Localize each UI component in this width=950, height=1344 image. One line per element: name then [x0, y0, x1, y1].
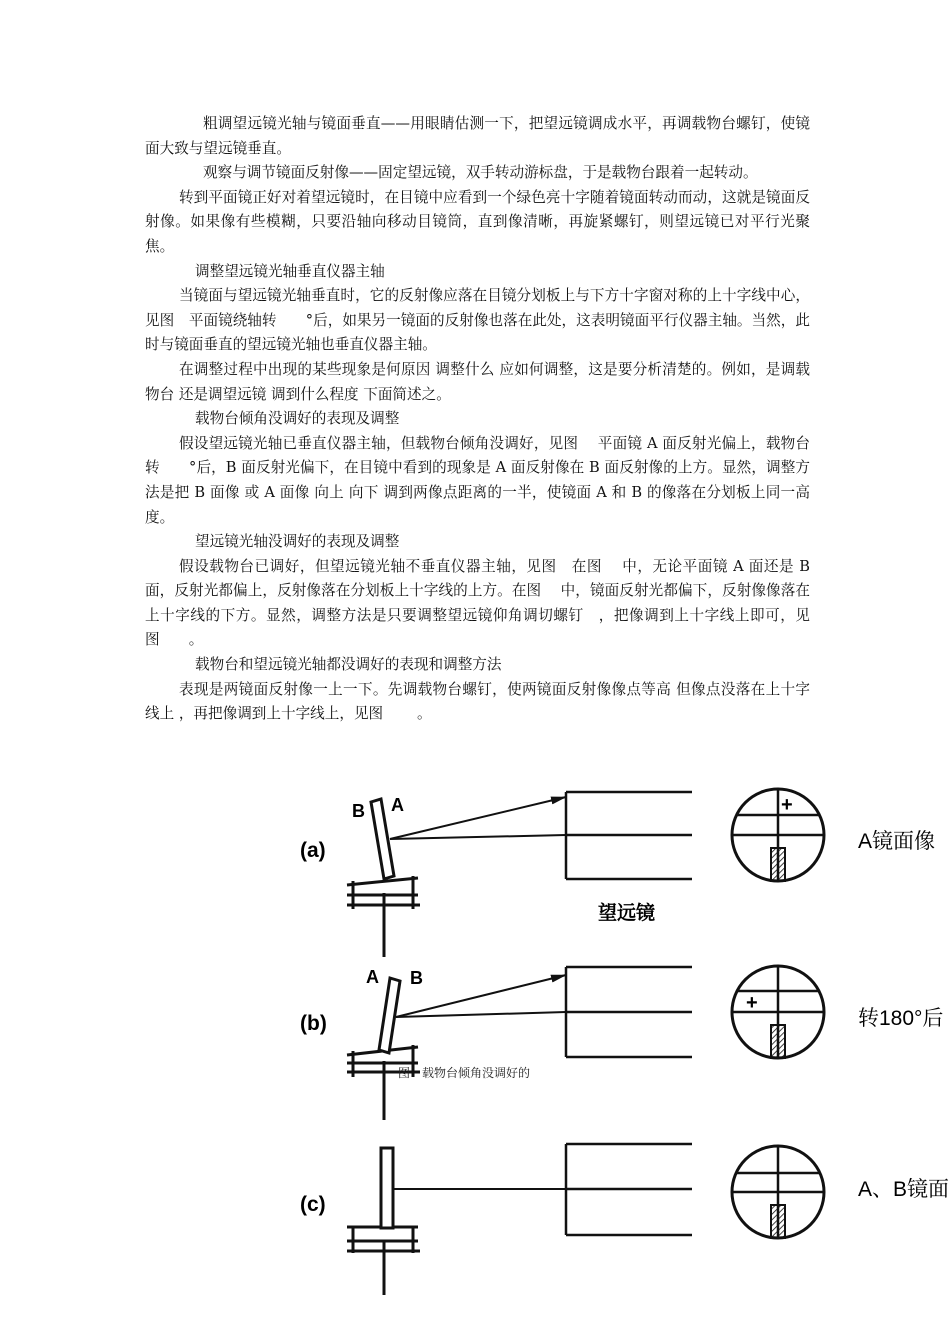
paragraph: 表现是两镜面反射像一上一下。先调载物台螺钉，使两镜面反射像像点等高 但像点没落在上十字线上 ，再把像调到上十字线上，见图 。: [145, 680, 810, 723]
paragraph: 转到平面镜正好对着望远镜时，在目镜中应看到一个绿色亮十字随着镜面转动而动，这就是镜面反射像。如果像有些模糊，只要沿轴向移动目镜筒，直到像清晰，再旋紧螺钉，则望远镜已对平行光聚焦。: [145, 188, 810, 255]
reflected-ray-a: [390, 797, 566, 839]
panel-a: [300, 787, 935, 957]
panel-b-label: (b): [300, 1012, 327, 1035]
mirror-b-right-label: B: [410, 968, 423, 988]
stage-a: [347, 876, 420, 957]
optics-diagram: [0, 775, 950, 1305]
telescope-a: [566, 792, 692, 879]
mirror-a-left-label: B: [352, 801, 365, 821]
paragraph: 假设望远镜光轴已垂直仪器主轴，但载物台倾角没调好，见图 平面镜 A 面反射光偏上，载物台转 °后，B 面反射光偏下，在目镜中看到的现象是 A 面反射像在 B 面反射像的上方。显然，调整方法是把 B 面像 或 A 面像 向上 向下 调到两像点距离的一半，使镜面 A 和 B 的像落在分划板上同一高度。: [145, 434, 810, 526]
paragraph: 望远镜光轴没调好的表现及调整: [195, 533, 400, 551]
caption-a: A镜面像: [858, 830, 936, 853]
image-spot-b: +: [746, 992, 758, 1014]
mirror-a-right-label: A: [391, 795, 404, 815]
panel-a-label: (a): [300, 839, 326, 862]
panel-c-label: (c): [300, 1193, 326, 1216]
stage-b: [347, 1045, 420, 1120]
incident-ray-a: [390, 835, 566, 839]
paragraph: 载物台倾角没调好的表现及调整: [195, 410, 400, 428]
reticle-a: [730, 787, 826, 883]
mirror-b-left-label: A: [366, 967, 379, 987]
reticle-c: [730, 1145, 826, 1241]
telescope-c: [566, 1144, 692, 1235]
mirror-b: [379, 978, 400, 1053]
figure-diagram: [0, 775, 950, 1305]
image-spot-a: +: [781, 794, 793, 816]
paragraph: 假设载物台已调好，但望远镜光轴不垂直仪器主轴，见图 在图 中，无论平面镜 A 面还是 B 面，反射光都偏上，反射像落在分划板上十字线的上方。在图 中，镜面反射光都偏下，反射像像落在上十字线的下方。显然，调整方法是只要调整望远镜仰角调切螺钉 ，把像调到上十字线上即可，见图 。: [145, 557, 810, 649]
paragraph: 载物台和望远镜光轴都没调好的表现和调整方法: [195, 656, 502, 674]
paragraph: 在调整过程中出现的某些现象是何原因 调整什么 应如何调整，这是要分析清楚的。例如，是调载物台 还是调望远镜 调到什么程度 下面简述之。: [145, 360, 810, 403]
paragraph: 粗调望远镜光轴与镜面垂直——用眼睛估测一下，把望远镜调成水平，再调载物台螺钉，使镜面大致与望远镜垂直。: [145, 115, 810, 157]
mirror-c: [381, 1148, 393, 1228]
telescope-label: 望远镜: [598, 903, 656, 924]
stage-c: [347, 1227, 420, 1295]
paragraph: 观察与调节镜面反射像——固定望远镜，双手转动游标盘，于是载物台跟着一起转动。: [203, 164, 758, 182]
reticle-b: [730, 965, 826, 1061]
figure-caption: 图 载物台倾角没调好的: [398, 1066, 531, 1080]
incident-ray-b: [396, 1012, 566, 1017]
body-text: [145, 112, 810, 727]
telescope-b: [566, 967, 692, 1057]
paragraph: 调整望远镜光轴垂直仪器主轴: [195, 262, 385, 280]
panel-c: [300, 1144, 949, 1295]
caption-c: A、B镜面: [858, 1178, 950, 1201]
paragraph: 当镜面与望远镜光轴垂直时，它的反射像应落在目镜分划板上与下方十字窗对称的上十字线中心，见图 平面镜绕轴转 °后，如果另一镜面的反射像也落在此处，这表明镜面平行仪器主轴。当然，此时与镜面垂直的望远镜光轴也垂直仪器主轴。: [145, 287, 810, 354]
caption-b: 转180°后: [858, 1007, 944, 1030]
panel-b: [300, 965, 943, 1120]
